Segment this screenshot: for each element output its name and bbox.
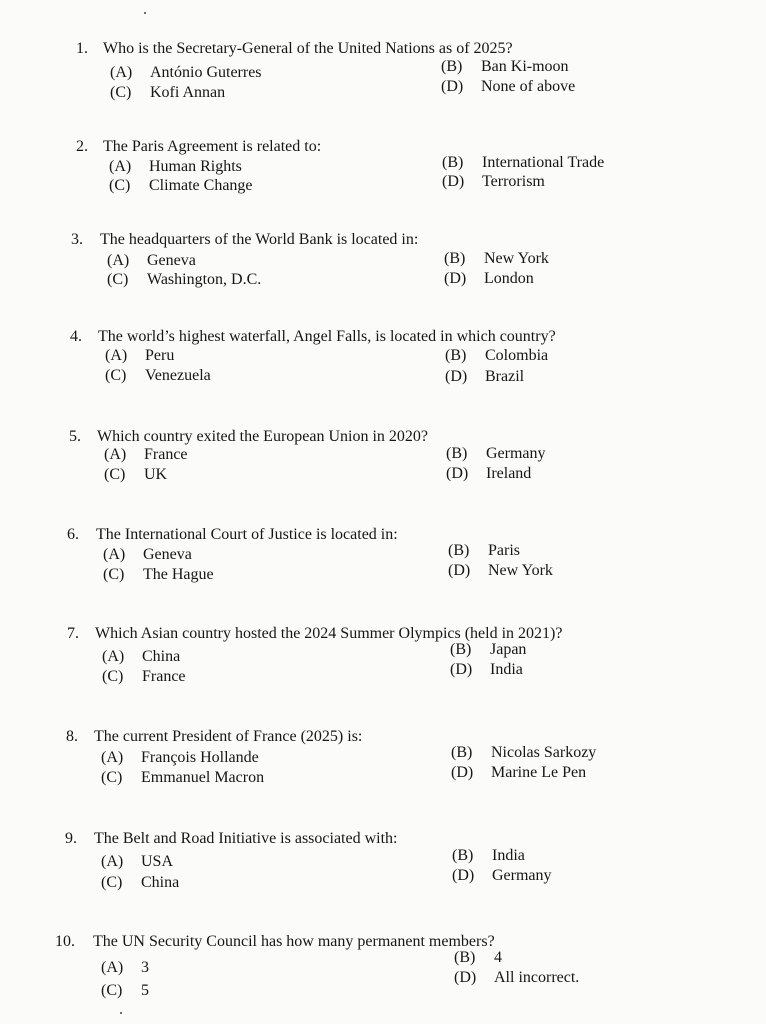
option-a xyxy=(109,158,242,176)
question-1 xyxy=(0,40,766,110)
option-c xyxy=(101,982,149,1000)
option-text: France xyxy=(144,446,188,463)
option-letter: (B) xyxy=(454,949,476,966)
scan-speck xyxy=(144,12,146,14)
question-number: 10. xyxy=(55,933,75,950)
question-10 xyxy=(0,933,766,1003)
option-d xyxy=(442,173,545,191)
option-c xyxy=(109,177,253,195)
option-text: International Trade xyxy=(482,154,605,171)
option-letter: (D) xyxy=(445,368,468,385)
question-8 xyxy=(0,728,766,798)
option-text: UK xyxy=(144,466,168,483)
scan-speck xyxy=(120,1012,122,1014)
option-a xyxy=(102,648,180,666)
option-text: Emmanuel Macron xyxy=(141,769,265,786)
option-text: Nicolas Sarkozy xyxy=(491,744,597,761)
option-c xyxy=(101,769,264,787)
question-text: The Belt and Road Initiative is associated with: xyxy=(94,830,398,847)
option-letter: (C) xyxy=(103,566,125,583)
question-number: 6. xyxy=(67,526,79,543)
option-text: Geneva xyxy=(147,252,196,269)
option-letter: (A) xyxy=(104,446,127,463)
question-text: The UN Security Council has how many permanent members? xyxy=(93,933,495,950)
option-a xyxy=(103,546,192,564)
option-text: Geneva xyxy=(143,546,192,563)
option-text: France xyxy=(142,668,186,685)
option-b xyxy=(442,154,604,172)
option-text: Germany xyxy=(486,445,546,462)
option-text: Climate Change xyxy=(149,177,253,194)
option-b xyxy=(446,445,546,463)
question-6 xyxy=(0,526,766,596)
option-letter: (A) xyxy=(101,853,124,870)
question-text: Which country exited the European Union in 2020? xyxy=(97,428,429,445)
option-letter: (D) xyxy=(441,78,464,95)
option-letter: (C) xyxy=(104,466,126,483)
option-b xyxy=(451,744,596,762)
option-letter: (B) xyxy=(442,154,464,171)
option-letter: (A) xyxy=(101,749,124,766)
question-number: 2. xyxy=(76,138,88,155)
question-9 xyxy=(0,830,766,900)
option-letter: (A) xyxy=(103,546,126,563)
option-text: Japan xyxy=(490,641,527,658)
option-letter: (C) xyxy=(110,84,132,101)
question-text: The world’s highest waterfall, Angel Falls, is located in which country? xyxy=(98,328,556,345)
option-letter: (B) xyxy=(445,347,467,364)
option-letter: (C) xyxy=(102,668,124,685)
question-5 xyxy=(0,428,766,498)
option-b xyxy=(444,250,549,268)
option-letter: (B) xyxy=(451,744,473,761)
option-letter: (C) xyxy=(101,769,123,786)
option-d xyxy=(452,867,552,885)
option-text: 4 xyxy=(494,949,502,966)
option-b xyxy=(445,347,548,365)
question-2 xyxy=(0,138,766,208)
option-text: Ireland xyxy=(486,465,532,482)
option-letter: (C) xyxy=(101,982,123,999)
option-text: Ban Ki-moon xyxy=(481,58,569,75)
option-b xyxy=(450,641,526,659)
option-c xyxy=(107,271,261,289)
option-d xyxy=(446,465,531,483)
option-d xyxy=(441,78,575,96)
option-c xyxy=(110,84,225,102)
option-letter: (B) xyxy=(444,250,466,267)
question-text: The headquarters of the World Bank is located in: xyxy=(100,231,419,248)
option-letter: (D) xyxy=(452,867,475,884)
question-number: 8. xyxy=(66,728,78,745)
option-letter: (A) xyxy=(102,648,125,665)
option-text: The Hague xyxy=(143,566,214,583)
option-text: New York xyxy=(484,250,549,267)
option-letter: (D) xyxy=(448,562,471,579)
option-text: António Guterres xyxy=(150,64,262,81)
option-d xyxy=(448,562,553,580)
option-text: London xyxy=(484,270,534,287)
option-text: None of above xyxy=(481,78,576,95)
option-b xyxy=(441,58,569,76)
option-text: India xyxy=(490,661,523,678)
question-text: The Paris Agreement is related to: xyxy=(103,138,322,155)
option-d xyxy=(451,764,586,782)
option-text: Venezuela xyxy=(145,367,211,384)
option-text: China xyxy=(142,648,181,665)
option-d xyxy=(445,368,524,386)
option-letter: (C) xyxy=(109,177,131,194)
option-d xyxy=(454,969,579,987)
option-letter: (B) xyxy=(452,847,474,864)
option-letter: (D) xyxy=(442,173,465,190)
option-letter: (B) xyxy=(448,542,470,559)
option-text: India xyxy=(492,847,525,864)
option-text: Human Rights xyxy=(149,158,242,175)
option-a xyxy=(105,347,174,365)
option-b xyxy=(454,949,502,967)
option-a xyxy=(101,749,259,767)
question-number: 1. xyxy=(76,40,88,57)
option-a xyxy=(104,446,188,464)
option-letter: (C) xyxy=(107,271,129,288)
option-text: Terrorism xyxy=(482,173,545,190)
option-text: New York xyxy=(488,562,553,579)
option-text: All incorrect. xyxy=(494,969,580,986)
option-b xyxy=(448,542,520,560)
question-number: 9. xyxy=(65,830,77,847)
option-letter: (D) xyxy=(451,764,474,781)
option-letter: (D) xyxy=(450,661,473,678)
option-text: USA xyxy=(141,853,174,870)
option-c xyxy=(103,566,214,584)
option-text: Paris xyxy=(488,542,520,559)
question-text: Who is the Secretary-General of the United Nations as of 2025? xyxy=(103,40,513,57)
option-c xyxy=(101,874,179,892)
option-text: Peru xyxy=(145,347,175,364)
option-text: Marine Le Pen xyxy=(491,764,587,781)
option-letter: (C) xyxy=(101,874,123,891)
option-d xyxy=(450,661,523,679)
option-letter: (B) xyxy=(450,641,472,658)
option-text: Germany xyxy=(492,867,552,884)
option-letter: (B) xyxy=(446,445,468,462)
option-letter: (A) xyxy=(110,64,133,81)
option-text: Colombia xyxy=(485,347,549,364)
option-text: François Hollande xyxy=(141,749,259,766)
question-number: 3. xyxy=(71,231,83,248)
option-letter: (A) xyxy=(109,158,132,175)
question-number: 7. xyxy=(67,625,79,642)
option-letter: (A) xyxy=(101,959,124,976)
question-4 xyxy=(0,328,766,398)
option-letter: (B) xyxy=(441,58,463,75)
question-text: Which Asian country hosted the 2024 Summer Olympics (held in 2021)? xyxy=(95,625,563,642)
question-text: The current President of France (2025) is: xyxy=(94,728,363,745)
option-c xyxy=(105,367,211,385)
option-text: 3 xyxy=(141,959,149,976)
option-a xyxy=(107,252,196,270)
question-number: 4. xyxy=(70,328,82,345)
option-text: Washington, D.C. xyxy=(147,271,262,288)
option-text: Brazil xyxy=(485,368,525,385)
question-number: 5. xyxy=(69,428,81,445)
option-letter: (A) xyxy=(105,347,128,364)
question-text: The International Court of Justice is located in: xyxy=(96,526,398,543)
question-7 xyxy=(0,625,766,695)
option-a xyxy=(101,959,149,977)
option-letter: (D) xyxy=(454,969,477,986)
option-letter: (D) xyxy=(446,465,469,482)
option-d xyxy=(444,270,534,288)
question-3 xyxy=(0,231,766,301)
option-letter: (C) xyxy=(105,367,127,384)
option-text: China xyxy=(141,874,180,891)
option-b xyxy=(452,847,525,865)
option-letter: (D) xyxy=(444,270,467,287)
option-c xyxy=(104,466,167,484)
option-text: Kofi Annan xyxy=(150,84,226,101)
option-a xyxy=(110,64,262,82)
option-text: 5 xyxy=(141,982,149,999)
option-c xyxy=(102,668,186,686)
option-letter: (A) xyxy=(107,252,130,269)
option-a xyxy=(101,853,173,871)
